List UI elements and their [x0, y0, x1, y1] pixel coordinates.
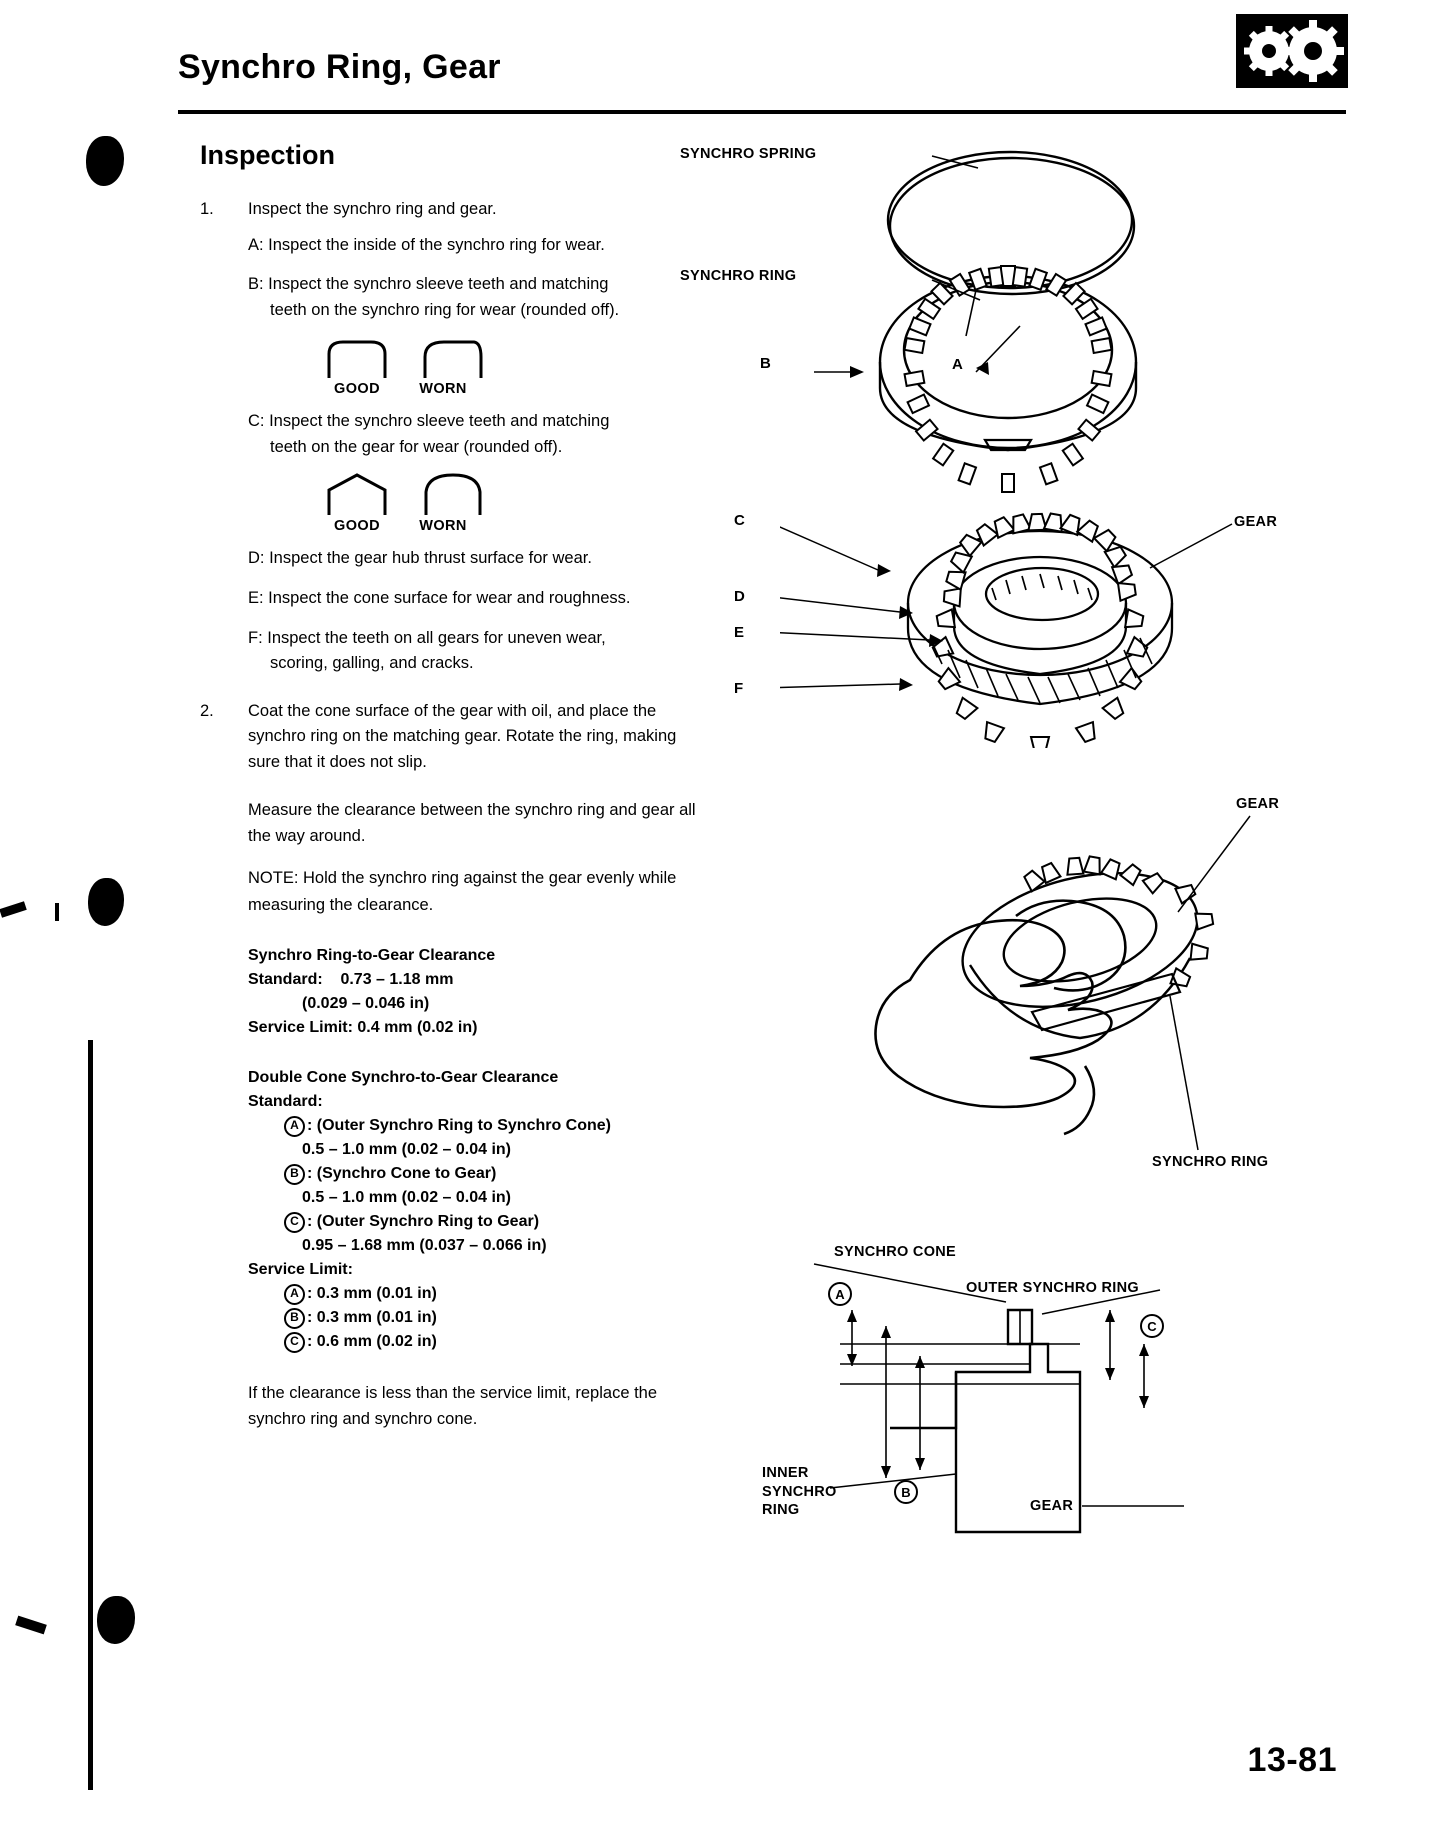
circled-mark-c: C: [284, 1212, 305, 1233]
spec-item-a: [248, 1114, 710, 1138]
figure-synchro-ring-assembly: [680, 140, 1350, 530]
instructions-column: [200, 140, 710, 1448]
step-2: [200, 699, 710, 776]
good-label: GOOD: [334, 381, 380, 398]
note-paragraph: NOTE: Hold the synchro ring against the gear evenly while measuring the clearance.: [248, 869, 677, 914]
label-synchro-ring: SYNCHRO RING: [680, 268, 797, 284]
good-tooth-shape: [326, 339, 388, 379]
spec-service-limit-b-value: : 0.3 mm (0.01 in): [307, 1308, 437, 1326]
binding-mark: [97, 1596, 135, 1644]
sub-item-b: [248, 272, 710, 323]
sub-item-b-text: B: Inspect the synchro sleeve teeth and matching teeth on the synchro ring for wear (rounded off).: [248, 275, 620, 319]
label-outer-synchro-ring: OUTER SYNCHRO RING: [966, 1280, 1139, 1296]
sub-item-d-text: D: Inspect the gear hub thrust surface for wear.: [248, 549, 592, 568]
gears-logo-icon: [1236, 14, 1348, 88]
step-number: 1.: [200, 200, 214, 218]
spec-item-b-title: : (Synchro Cone to Gear): [307, 1164, 497, 1182]
section-title: Inspection: [200, 140, 336, 170]
good-worn-shapes: [320, 474, 530, 516]
label-inner-synchro-ring: INNER SYNCHRO RING: [762, 1465, 837, 1519]
svg-text:C: C: [1147, 1319, 1157, 1334]
step-1: [200, 197, 710, 223]
label-synchro-ring: SYNCHRO RING: [1152, 1154, 1269, 1170]
spec-heading: Double Cone Synchro-to-Gear Clearance: [248, 1068, 559, 1086]
spec-service-limit-a: [248, 1282, 710, 1306]
circled-mark-a: A: [284, 1116, 305, 1137]
worn-tooth-shape: [422, 472, 484, 516]
sub-item-e-text: E: Inspect the cone surface for wear and roughness.: [248, 588, 631, 607]
spec-service-limit-c: [248, 1330, 710, 1354]
measure-paragraph: Measure the clearance between the synchro ring and gear all the way around.: [248, 801, 696, 846]
spec-item-a-value: 0.5 – 1.0 mm (0.02 – 0.04 in): [302, 1140, 512, 1158]
callout-d: D: [734, 588, 745, 605]
callout-e: E: [734, 624, 745, 641]
spec-item-c-title: : (Outer Synchro Ring to Gear): [307, 1212, 540, 1230]
header-divider: [178, 110, 1346, 114]
spec-standard-value: 0.73 – 1.18 mm: [340, 970, 454, 988]
double-cone-clearance: [248, 1066, 710, 1354]
figure-gear: [734, 508, 1350, 748]
callout-f: F: [734, 680, 744, 697]
worn-label: WORN: [419, 518, 467, 535]
circled-mark-b: B: [284, 1164, 305, 1185]
label-synchro-cone: SYNCHRO CONE: [834, 1244, 957, 1260]
callout-a: A: [952, 356, 963, 373]
spec-service-limit: Service Limit: 0.4 mm (0.02 in): [248, 1018, 478, 1036]
spec-item-c: [248, 1210, 710, 1234]
page-title: Synchro Ring, Gear: [178, 48, 501, 86]
sub-item-d: [248, 546, 710, 572]
edge-mark: [15, 1616, 47, 1635]
binding-mark: [88, 878, 124, 926]
figures-column: [680, 140, 1350, 1538]
good-worn-caption: [320, 381, 530, 397]
edge-mark: [55, 903, 59, 921]
page-number: 13-81: [1247, 1741, 1337, 1779]
worn-tooth-shape: [422, 339, 484, 379]
worn-label: WORN: [419, 381, 467, 398]
good-worn-figure-gear: [320, 474, 530, 534]
sub-item-a-text: A: Inspect the inside of the synchro ring for wear.: [248, 235, 605, 254]
sub-item-e: [248, 586, 710, 612]
svg-text:B: B: [901, 1485, 911, 1500]
circled-mark-c: C: [284, 1332, 305, 1353]
good-worn-caption: [320, 518, 530, 534]
figure-gear-drawing: [780, 508, 1350, 748]
binding-mark: [86, 136, 124, 186]
svg-text:A: A: [835, 1287, 845, 1302]
spec-item-b-value: 0.5 – 1.0 mm (0.02 – 0.04 in): [302, 1188, 512, 1206]
spec-service-limit-b: [248, 1306, 710, 1330]
good-worn-figure-sleeve: [320, 337, 530, 397]
spec-item-b: [248, 1162, 710, 1186]
label-synchro-spring: SYNCHRO SPRING: [680, 146, 817, 162]
good-tooth-shape: [326, 472, 388, 516]
spec-standard-label: Standard:: [248, 1092, 323, 1110]
step-text: Inspect the synchro ring and gear.: [248, 200, 497, 218]
label-gear: GEAR: [1030, 1498, 1074, 1514]
callout-c: C: [734, 512, 745, 529]
callout-b: B: [760, 355, 771, 372]
sub-item-f: [248, 626, 710, 677]
spec-standard-label: Standard:: [248, 970, 323, 988]
spec-standard-row: [248, 968, 710, 992]
figure-hand-measuring: [780, 790, 1350, 1230]
spec-service-limit-label: Service Limit:: [248, 1260, 353, 1278]
binding-rule: [88, 1040, 93, 1790]
edge-mark: [0, 901, 27, 918]
figure-synchro-ring-assembly-drawing: [780, 140, 1350, 530]
good-worn-shapes: [320, 337, 530, 379]
step-text: Coat the cone surface of the gear with oil, and place the synchro ring on the matching gear. Rotate the ring, making sure that it does not slip.: [248, 701, 677, 771]
spec-service-limit-a-value: : 0.3 mm (0.01 in): [307, 1284, 437, 1302]
closing-paragraph: If the clearance is less than the service limit, replace the synchro ring and synchro cone.: [248, 1383, 658, 1428]
sub-item-c-text: C: Inspect the synchro sleeve teeth and matching teeth on the gear for wear (rounded off).: [248, 412, 610, 456]
step-number: 2.: [200, 701, 214, 720]
figure-cross-section: [762, 1244, 1350, 1538]
sub-item-c: [248, 409, 710, 460]
spec-standard-value-alt: (0.029 – 0.046 in): [302, 994, 430, 1012]
spec-item-c-value: 0.95 – 1.68 mm (0.037 – 0.066 in): [302, 1236, 547, 1254]
good-label: GOOD: [334, 518, 380, 535]
sub-item-a: [248, 233, 710, 259]
label-gear: GEAR: [1234, 514, 1278, 530]
spec-item-a-title: : (Outer Synchro Ring to Synchro Cone): [307, 1116, 612, 1134]
spec-service-limit-c-value: : 0.6 mm (0.02 in): [307, 1332, 437, 1350]
label-gear: GEAR: [1236, 796, 1280, 812]
synchro-ring-to-gear-clearance: [248, 944, 710, 1040]
sub-item-f-text: F: Inspect the teeth on all gears for uneven wear, scoring, galling, and cracks.: [248, 628, 606, 673]
circled-mark-b: B: [284, 1308, 305, 1329]
circled-mark-a: A: [284, 1284, 305, 1305]
spec-heading: Synchro Ring-to-Gear Clearance: [248, 946, 496, 964]
